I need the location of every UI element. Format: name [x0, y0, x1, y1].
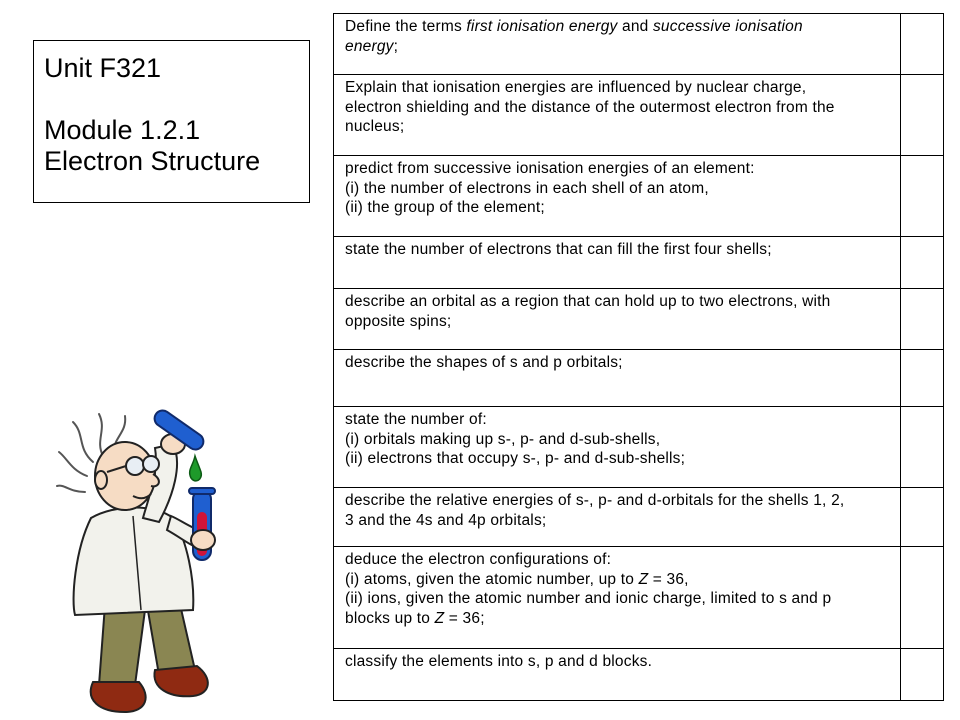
objective-text-run: (ii) electrons that occupy s-, p- and d-sub-shells; [345, 450, 686, 467]
objective-line [345, 37, 890, 57]
objective-text-run: deduce the electron configurations of: [345, 551, 612, 568]
objective-text-run: opposite spins; [345, 312, 452, 330]
objective-text-run: (i) atoms, given the atomic number, up to [345, 570, 639, 588]
objective-text-run: = 36, [648, 570, 689, 588]
objective-line [345, 159, 890, 179]
spacer [44, 84, 299, 115]
objective-line [345, 78, 890, 98]
objective-line [345, 570, 890, 590]
objective-italic-term: successive ionisation [652, 18, 803, 35]
objective-row [334, 14, 944, 75]
objective-line [345, 449, 890, 469]
objective-text-run: classify the elements into s, p and d blocks. [345, 653, 653, 670]
objective-text [334, 289, 901, 350]
objective-line [345, 609, 890, 629]
objective-text-run: ; [393, 37, 399, 55]
objective-line [345, 491, 890, 511]
objective-text-run: describe the relative energies of s-, p- and d-orbitals for the shells 1, 2, [345, 492, 845, 509]
checkbox-cell[interactable] [901, 547, 944, 649]
objective-text-run: Define the terms [345, 18, 467, 35]
objective-text [334, 547, 901, 649]
checkbox-cell[interactable] [901, 237, 944, 289]
objective-text [334, 156, 901, 237]
objective-text-run: describe the shapes of s and p orbitals; [345, 354, 623, 371]
objective-line [345, 353, 890, 373]
objective-text-run: predict from successive ionisation energies of an element: [345, 160, 755, 177]
objective-text [334, 488, 901, 547]
checkbox-cell[interactable] [901, 488, 944, 547]
objective-line [345, 511, 890, 531]
checkbox-cell[interactable] [901, 407, 944, 488]
objective-line [345, 589, 890, 609]
objective-text [334, 237, 901, 289]
objective-line [345, 410, 890, 430]
objective-text-run: state the number of electrons that can fill the first four shells; [345, 241, 772, 258]
objective-line [345, 98, 890, 118]
title-box [33, 40, 310, 203]
objective-line [345, 17, 890, 37]
checkbox-cell[interactable] [901, 289, 944, 350]
objective-line [345, 117, 890, 137]
objective-italic-term: energy [345, 37, 394, 55]
objective-italic-term: Z [638, 570, 649, 588]
checkbox-cell[interactable] [901, 156, 944, 237]
checkbox-cell[interactable] [901, 649, 944, 701]
objective-line [345, 179, 890, 199]
objective-text-run: Explain that ionisation energies are influenced by nuclear charge, [345, 79, 807, 96]
objective-text [334, 14, 901, 75]
objective-italic-term: first ionisation energy [466, 18, 618, 35]
objective-text-run: (i) the number of electrons in each shell of an atom, [345, 179, 709, 197]
objective-text [334, 350, 901, 407]
objective-text-run: 3 and the 4s and 4p orbitals; [345, 511, 547, 529]
objective-row [334, 649, 944, 701]
checkbox-cell[interactable] [901, 75, 944, 156]
objective-text-run: and [617, 18, 653, 35]
objective-row [334, 289, 944, 350]
objective-text-run: blocks up to [345, 609, 435, 627]
objective-row [334, 407, 944, 488]
scientist-illustration [55, 400, 315, 720]
objective-line [345, 198, 890, 218]
objective-text-run: describe an orbital as a region that can hold up to two electrons, with [345, 293, 831, 310]
objective-text-run: = 36; [444, 609, 485, 627]
unit-code: Unit F321 [44, 53, 162, 83]
objective-text-run: electron shielding and the distance of the outermost electron from the [345, 98, 835, 116]
objective-row [334, 488, 944, 547]
objective-text [334, 75, 901, 156]
learning-objectives-table [333, 13, 944, 701]
objective-text-run: nucleus; [345, 118, 405, 135]
objective-row [334, 350, 944, 407]
checkbox-cell[interactable] [901, 350, 944, 407]
objective-line [345, 240, 890, 260]
module-topic: Electron Structure [44, 146, 261, 176]
objective-row [334, 75, 944, 156]
objective-italic-term: Z [434, 609, 445, 627]
objective-text-run: (ii) the group of the element; [345, 199, 545, 216]
objective-text-run: state the number of: [345, 411, 487, 428]
objective-line [345, 550, 890, 570]
objective-text-run: (i) orbitals making up s-, p- and d-sub-shells, [345, 430, 661, 448]
objective-row [334, 237, 944, 289]
objective-line [345, 652, 890, 672]
objective-line [345, 312, 890, 332]
objective-text [334, 407, 901, 488]
objective-text-run: (ii) ions, given the atomic number and ionic charge, limited to s and p [345, 590, 832, 607]
module-number: Module 1.2.1 [44, 115, 201, 145]
objective-line [345, 292, 890, 312]
objective-row [334, 156, 944, 237]
objective-text [334, 649, 901, 701]
objective-line [345, 430, 890, 450]
checkbox-cell[interactable] [901, 14, 944, 75]
objective-row [334, 547, 944, 649]
